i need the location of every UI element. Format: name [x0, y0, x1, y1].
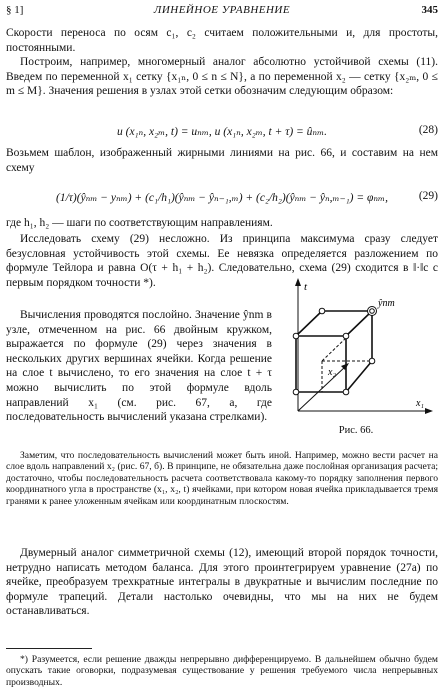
- label-x1: x₁: [416, 398, 424, 409]
- x1-axis-arrow: [425, 408, 433, 414]
- figure-66: [276, 276, 436, 446]
- footnote-rule: [6, 648, 92, 649]
- note-paragraph: Заметим, что последовательность вычислений может быть иной. Например, можно вести расчет на слое вдоль направлений x₂ (рис. 67, б). В принципе, не обязательна даже послойная организация расчета; достаточно, чтобы последовательность расчета соответствовала какому-то порядку заполнения первого координатного угла в пространстве (x₁, x₂, t) ячейками, при котором новая ячейка прикладывается тремя гранями к ранее уложенным ячейкам или координатным плоскостям.: [6, 450, 438, 507]
- footnote: *) Разумеется, если решение дважды непрерывно дифференцируемо. В дальнейшем обычно будем опускать такие оговорки, подразумевая существование у решения требуемого числа непрерывных производных.: [6, 654, 438, 688]
- label-x2: x₂: [328, 367, 336, 378]
- cube-edge-hidden: [322, 336, 348, 361]
- label-t: t: [304, 281, 308, 293]
- paragraph-5: Исследовать схему (29) несложно. Из принципа максимума сразу следует безусловная устойчивость этой схемы. Ее невязка определяется разложением по формуле Тейлора и равна O(τ + h₁ + h₂). Следовательно, схема (29) сходится в ‖·‖c с первым порядком точности *).: [6, 233, 438, 289]
- cube-edge: [346, 361, 372, 392]
- label-y-hat: ŷnm: [378, 298, 395, 309]
- equation-28-body: u (x₁ₙ, x₂ₘ, t) = uₙₘ, u (x₁ₙ, x₂ₘ, t + τ) = ûₙₘ.: [117, 126, 327, 138]
- vertex-marker: [293, 389, 299, 395]
- equation-28: [6, 124, 438, 138]
- cube-edge: [296, 311, 322, 336]
- cube-edge: [346, 311, 372, 336]
- section-ref: § 1]: [6, 4, 24, 16]
- paragraph-7: Двумерный аналог симметричной схемы (12), имеющий второй порядок точности, нетрудно написать методом баланса. Для этого проинтегрируем уравнение (27а) по ячейке, преобразуем трехкратные интегралы в двукратные и вычислим последние по формуле трапеций. Детали настолько очевидны, что мы на них не будем останавливаться.: [6, 547, 438, 618]
- vertex-marker: [369, 358, 375, 364]
- equation-29-body: (1/τ)(ŷₙₘ − yₙₘ) + (c₁/h₁)(ŷₙₘ − ŷₙ₋₁,ₘ) + (c₂/h₂)(ŷₙₘ − ŷₙ,ₘ₋₁) = φₙₘ,: [56, 192, 388, 204]
- page-number: 345: [421, 4, 438, 16]
- cube-diagram: [276, 276, 436, 421]
- double-circle-inner: [370, 309, 375, 314]
- vertex-marker: [293, 333, 299, 339]
- vertex-marker: [343, 389, 349, 395]
- paragraph-3: Возьмем шаблон, изображенный жирными линиями на рис. 66, и составим на нем схему: [6, 147, 438, 174]
- paragraph-2: Построим, например, многомерный аналог абсолютно устойчивой схемы (11). Введем по переменной x₁ сетку {x₁ₙ, 0 ≤ n ≤ N}, а по переменной x₂ — сетку {x₂ₘ, 0 ≤ m ≤ M}. Значения решения в узлах этой сетки обозначим следующим образом:: [6, 56, 438, 98]
- equation-29: [6, 190, 438, 204]
- vertex-marker: [319, 308, 325, 314]
- equation-29-number: (29): [418, 190, 438, 202]
- vertex-marker: [343, 333, 349, 339]
- page-header: [6, 4, 438, 20]
- figure-caption: Рис. 66.: [338, 425, 374, 436]
- equation-28-number: (28): [418, 124, 438, 136]
- running-title: ЛИНЕЙНОЕ УРАВНЕНИЕ: [153, 4, 291, 16]
- paragraph-1: Скорости переноса по осям c₁, c₂ считаем положительными и, для простоты, постоянными.: [6, 27, 438, 54]
- paragraph-6: Вычисления проводятся послойно. Значение ŷnm в узле, отмеченном на рис. 66 двойным кружком, выражается по формуле (29) через значения в нескольких других вершинах ячейки. Когда решение на слое t вычислено, то его значения на слое t + τ можно вычислить по этой формуле вдоль направлений x₁ (см. рис. 67, a, где последовательность вычислений указана стрелками).: [6, 309, 272, 424]
- paragraph-4: где h₁, h₂ — шаги по соответствующим направлениям.: [6, 217, 273, 229]
- t-axis-arrow: [295, 278, 301, 286]
